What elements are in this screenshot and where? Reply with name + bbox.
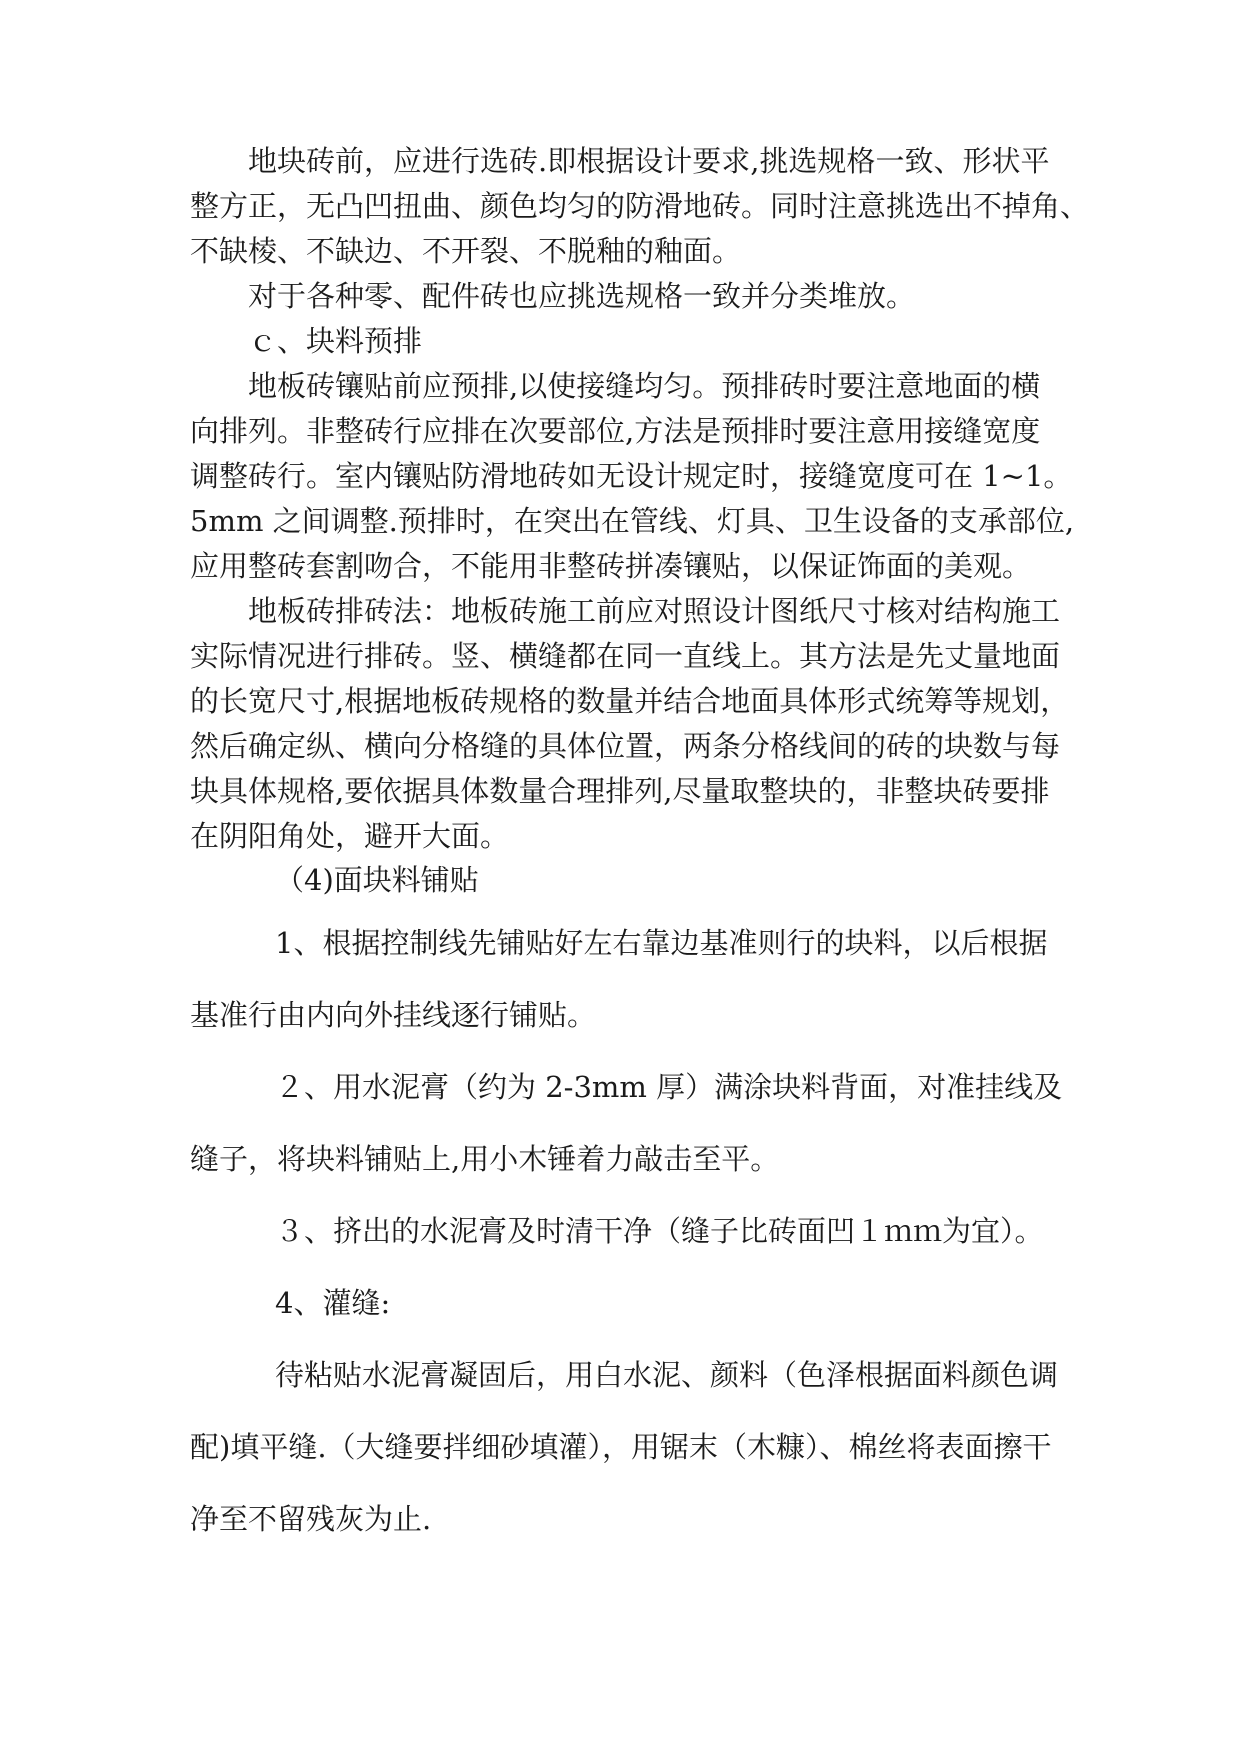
text-line: 整方正，无凸凹扭曲、颜色均匀的防滑地砖。同时注意挑选出不掉角、 <box>190 189 1090 223</box>
text-line: 在阴阳角处，避开大面。 <box>190 819 510 853</box>
text-line: 待粘贴水泥膏凝固后，用白水泥、颜料（色泽根据面料颜色调 <box>275 1358 1059 1392</box>
text-line: 净至不留残灰为止. <box>190 1502 432 1536</box>
text-line: ２、用水泥膏（约为 2-3mm 厚）满涂块料背面，对准挂线及 <box>275 1070 1063 1104</box>
text-line: 5mm 之间调整.预排时，在突出在管线、灯具、卫生设备的支承部位, <box>190 504 1075 538</box>
section-heading-surface-paving <box>190 858 1050 903</box>
text-line: 块具体规格,要依据具体数量合理排列,尽量取整块的，非整块砖要排 <box>190 774 1050 808</box>
text-line: 配)填平缝.（大缝要拌细砂填灌），用锯末（木糠）、棉丝将表面擦干 <box>190 1430 1052 1464</box>
text-line: 的长宽尺寸,根据地板砖规格的数量并结合地面具体形式统筹等规划， <box>190 684 1070 718</box>
text-line: 实际情况进行排砖。竖、横缝都在同一直线上。其方法是先丈量地面 <box>190 639 1061 673</box>
paragraph-grouting <box>190 1339 1059 1555</box>
text-line: 不缺棱、不缺边、不开裂、不脱釉的釉面。 <box>190 234 742 268</box>
text-line: 地板砖排砖法：地板砖施工前应对照设计图纸尺寸核对结构施工 <box>248 594 1061 628</box>
text-line: 调整砖行。室内镶贴防滑地砖如无设计规定时，接缝宽度可在 1~1。 <box>190 459 1073 493</box>
paragraph-step-1 <box>190 907 1050 1051</box>
text-line: 缝子，将块料铺贴上,用小木锤着力敲击至平。 <box>190 1142 780 1176</box>
paragraph-tile-selection <box>190 139 1090 274</box>
paragraph-pre-layout <box>190 364 1075 589</box>
text-line: 1、根据控制线先铺贴好左右靠边基准则行的块料，以后根据 <box>275 926 1048 960</box>
paragraph-step-4-heading <box>190 1267 1050 1339</box>
text-line: （4)面块料铺贴 <box>275 863 479 897</box>
text-line: ｃ、块料预排 <box>248 324 423 358</box>
text-line: 向排列。非整砖行应排在次要部位,方法是预排时要注意用接缝宽度 <box>190 414 1041 448</box>
text-line: ３、挤出的水泥膏及时清干净（缝子比砖面凹１ｍｍ为宜）。 <box>275 1214 1044 1248</box>
paragraph-accessory-tiles <box>190 274 1050 319</box>
text-line: 地板砖镶贴前应预排,以使接缝均匀。预排砖时要注意地面的横 <box>248 369 1041 403</box>
paragraph-step-3 <box>190 1195 1050 1267</box>
text-line: 基准行由内向外挂线逐行铺贴。 <box>190 998 597 1032</box>
text-line: 然后确定纵、横向分格缝的具体位置，两条分格线间的砖的块数与每 <box>190 729 1061 763</box>
section-heading-pre-layout <box>190 319 1050 364</box>
text-line: 对于各种零、配件砖也应挑选规格一致并分类堆放。 <box>248 279 916 313</box>
text-line: 地块砖前，应进行选砖.即根据设计要求,挑选规格一致、形状平 <box>248 144 1050 178</box>
text-line: 4、灌缝: <box>275 1286 391 1320</box>
text-line: 应用整砖套割吻合，不能用非整砖拼凑镶贴，以保证饰面的美观。 <box>190 549 1032 583</box>
paragraph-tile-arrangement <box>190 589 1070 859</box>
paragraph-step-2 <box>190 1051 1063 1195</box>
